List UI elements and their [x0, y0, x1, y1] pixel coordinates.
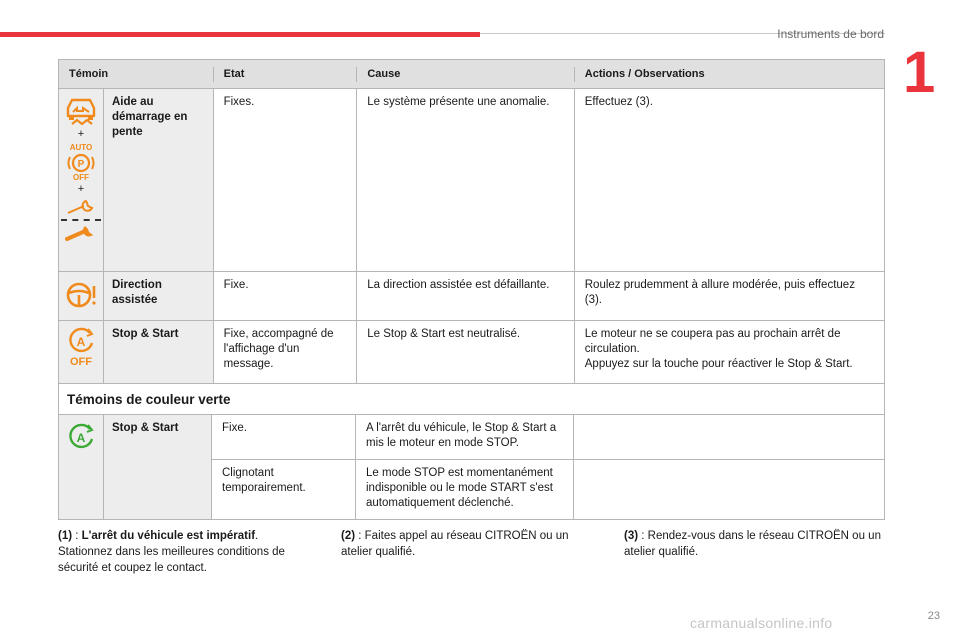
etat-cell: Fixe. — [213, 272, 357, 320]
dashed-separator — [61, 219, 101, 221]
icon-column — [59, 272, 103, 320]
action-cell: Roulez prudemment à allure modérée, puis effectuez (3). — [574, 272, 884, 320]
etat-cell: Fixe. — [211, 415, 355, 459]
temoin-name: Stop & Start — [103, 321, 213, 383]
stop-start-off-icon — [63, 325, 99, 367]
green-rows-group — [58, 415, 885, 520]
svg-text:P: P — [77, 159, 85, 170]
temoin-name: Aide au démarrage en pente — [103, 89, 213, 271]
column-header-actions: Actions / Observations — [574, 67, 884, 82]
auto-parking-brake-off-icon — [63, 142, 99, 182]
header-red-bar — [0, 32, 480, 37]
watermark: carmanualsonline.info — [690, 615, 833, 631]
action-cell — [574, 321, 884, 383]
stop-start-active-icon — [64, 421, 98, 451]
note-text: : Faites appel au réseau CITROËN ou un atelier qualifié. — [341, 530, 569, 558]
icon-column — [59, 321, 103, 383]
note-text: . Stationnez dans les meilleures conditions de sécurité et coupez le contact. — [58, 530, 285, 574]
svg-text:A: A — [76, 431, 86, 445]
wrench-outline-icon — [64, 197, 98, 217]
chapter-number: 1 — [903, 40, 936, 105]
etat-cell: Clignotant temporairement. — [211, 460, 355, 519]
table-row — [211, 460, 884, 519]
warning-lights-table — [58, 59, 885, 520]
note-sep: : — [72, 530, 82, 542]
etat-cell: Fixes. — [213, 89, 357, 271]
action-line: Le moteur ne se coupera pas au prochain arrêt de circulation. — [584, 328, 841, 355]
green-section-header: Témoins de couleur verte — [58, 384, 885, 415]
table-row — [58, 321, 885, 384]
temoin-cell — [59, 321, 213, 383]
svg-text:OFF: OFF — [70, 356, 92, 367]
svg-text:A: A — [76, 335, 86, 349]
temoin-cell — [59, 89, 213, 271]
temoin-name: Direction assistée — [103, 272, 213, 320]
table-row — [211, 415, 884, 460]
action-cell — [573, 415, 884, 459]
section-title: Instruments de bord — [777, 27, 884, 41]
note-ref: (3) — [624, 530, 639, 542]
cause-cell: La direction assistée est défaillante. — [356, 272, 573, 320]
plus-sign: + — [77, 128, 85, 140]
note-ref: (2) — [341, 530, 356, 542]
column-header-temoin: Témoin — [69, 67, 109, 80]
table-header-row — [58, 59, 885, 89]
temoin-name: Stop & Start — [103, 415, 211, 519]
action-line: Appuyez sur la touche pour réactiver le Stop & Start. — [584, 358, 853, 370]
table-row — [58, 272, 885, 321]
plus-sign: + — [77, 183, 85, 195]
svg-text:AUTO: AUTO — [69, 143, 93, 152]
cause-cell: Le mode STOP est momentanément indisponible ou le mode START s'est automatiquement déclenché. — [355, 460, 573, 519]
temoin-cell — [59, 272, 213, 320]
temoin-cell — [59, 415, 211, 519]
note-text: : Rendez-vous dans le réseau CITROËN ou un atelier qualifié. — [624, 530, 881, 558]
footnote-3 — [624, 528, 889, 560]
cause-cell: A l'arrêt du véhicule, le Stop & Start a mis le moteur en mode STOP. — [355, 415, 573, 459]
column-header-etat: Etat — [213, 67, 357, 82]
footnote-2 — [341, 528, 596, 560]
column-header-cause: Cause — [356, 67, 573, 82]
steering-wheel-warning-icon — [64, 278, 98, 312]
page-number: 23 — [927, 610, 940, 622]
footnote-1 — [58, 528, 313, 576]
action-cell — [573, 460, 884, 519]
cause-cell: Le Stop & Start est neutralisé. — [356, 321, 573, 383]
note-ref: (1) — [58, 530, 73, 542]
table-row — [58, 89, 885, 272]
hill-start-car-icon — [64, 93, 98, 127]
action-cell: Effectuez (3). — [574, 89, 884, 271]
svg-text:OFF: OFF — [73, 173, 89, 182]
wrench-solid-icon — [64, 223, 98, 243]
note-bold: L'arrêt du véhicule est impératif — [81, 530, 256, 542]
icon-column — [59, 89, 103, 271]
green-subrows — [211, 415, 884, 519]
etat-cell: Fixe, accompagné de l'affichage d'un message. — [213, 321, 357, 383]
icon-column — [59, 415, 103, 519]
cause-cell: Le système présente une anomalie. — [356, 89, 573, 271]
